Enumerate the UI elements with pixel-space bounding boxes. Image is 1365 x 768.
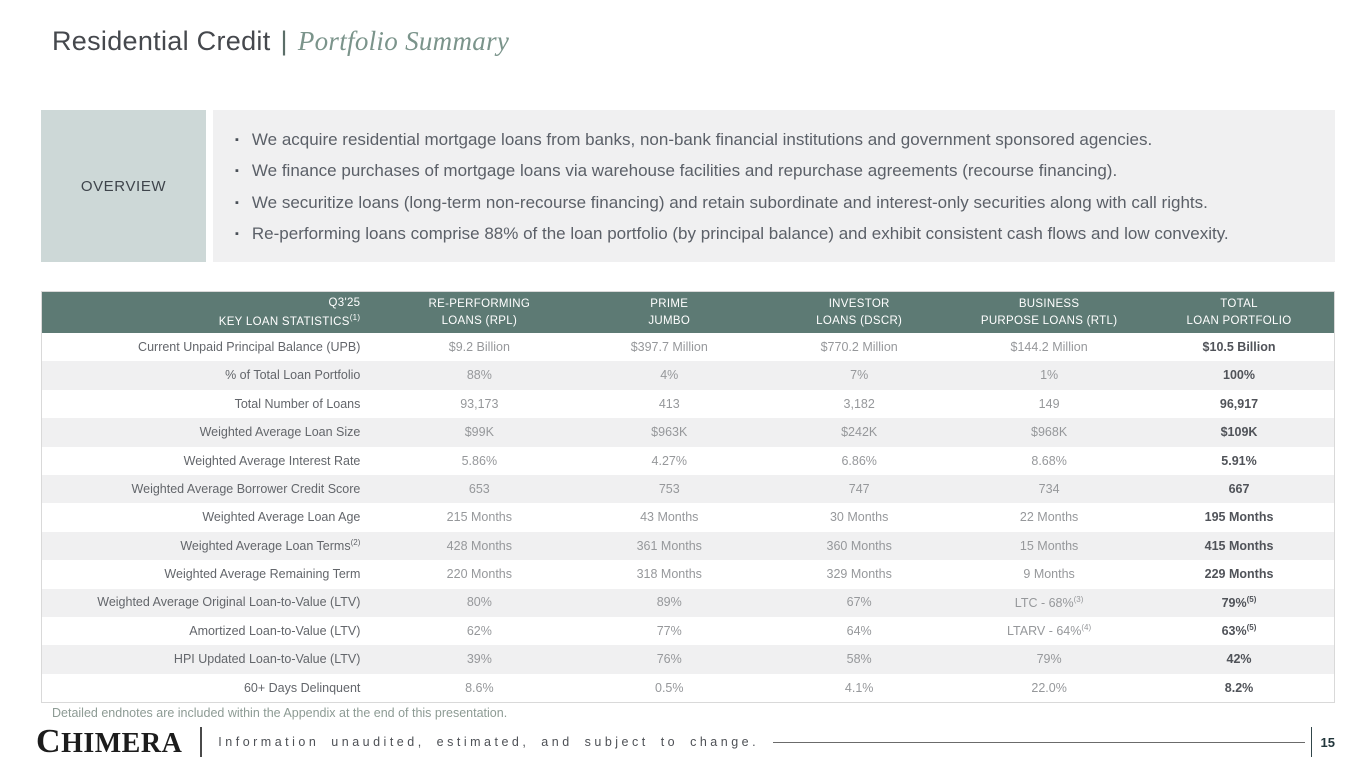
cell-value: 77% <box>656 623 682 638</box>
cell-value-total: $10.5 Billion <box>1202 339 1276 354</box>
cell-value: 653 <box>468 481 490 496</box>
cell-value: 79% <box>1036 652 1062 667</box>
row-label: Amortized Loan-to-Value (LTV) <box>189 623 361 638</box>
cell-value: $9.2 Billion <box>448 339 510 354</box>
endnotes-reference: Detailed endnotes are included within the Appendix at the end of this presentation. <box>52 706 508 720</box>
cell-value: 64% <box>846 623 872 638</box>
cell-value: 753 <box>658 481 680 496</box>
table-row <box>42 503 1334 531</box>
square-bullet-icon: ▪ <box>235 196 239 209</box>
key-loan-statistics-table <box>41 291 1335 703</box>
chimera-logo: CHIMERA <box>36 723 183 760</box>
cell-value: 149 <box>1038 396 1060 411</box>
cell-value: 15 Months <box>1019 538 1079 553</box>
square-bullet-icon: ▪ <box>235 133 239 146</box>
table-row <box>42 617 1334 645</box>
table-row <box>42 645 1334 673</box>
table-row <box>42 589 1334 617</box>
table-row <box>42 333 1334 361</box>
cell-value: 39% <box>466 652 492 667</box>
column-header-key-loan-statistics: Q3'25 KEY LOAN STATISTICS$^{(1)}$ <box>218 297 361 328</box>
column-header-investor-loans: INVESTOR LOANS (DSCR) <box>816 298 903 327</box>
cell-value: 62% <box>466 623 492 638</box>
title-separator: | <box>280 26 288 56</box>
cell-value: 8.6% <box>465 680 494 695</box>
cell-value-total: 79%$^{(5)}$ <box>1221 594 1257 611</box>
cell-value: 428 Months <box>446 538 512 553</box>
cell-value-total: 229 Months <box>1204 567 1274 582</box>
cell-value-total: 63%$^{(5)}$ <box>1221 623 1257 639</box>
square-bullet-icon: ▪ <box>235 165 239 178</box>
cell-value: $963K <box>651 425 688 440</box>
cell-value-total: 667 <box>1228 481 1250 496</box>
footer-divider <box>200 727 202 757</box>
cell-value: $968K <box>1031 425 1068 440</box>
overview-label: OVERVIEW <box>41 110 206 262</box>
cell-value: LTC - 68%$^{(3)}$ <box>1014 594 1084 611</box>
cell-value-total: 96,917 <box>1219 396 1259 411</box>
cell-value: 8.68% <box>1031 453 1067 468</box>
table-row <box>42 560 1334 588</box>
table-row <box>42 361 1334 389</box>
cell-value: 7% <box>850 368 869 383</box>
disclaimer-text: Information unaudited, estimated, and subject to change. <box>218 735 760 749</box>
list-item <box>235 193 1317 213</box>
overview-section <box>41 110 1335 262</box>
page-number: 15 <box>1320 734 1335 750</box>
list-item <box>235 161 1317 181</box>
bullet-text: Re-performing loans comprise 88% of the loan portfolio (by principal balance) and exhibit consistent cash flows and low convexity. <box>251 224 1229 244</box>
page-title-accent: Portfolio Summary <box>297 26 510 56</box>
row-label: Weighted Average Original Loan-to-Value (LTV) <box>97 595 361 610</box>
cell-value-total: 42% <box>1226 652 1252 667</box>
cell-value: 0.5% <box>655 680 684 695</box>
cell-value: $397.7 Million <box>630 339 708 354</box>
table-row <box>42 475 1334 503</box>
cell-value: 220 Months <box>446 567 512 582</box>
square-bullet-icon: ▪ <box>235 228 239 241</box>
cell-value-total: 5.91% <box>1221 453 1257 468</box>
column-header-reperforming-loans: RE-PERFORMING LOANS (RPL) <box>428 298 531 327</box>
footer <box>36 723 1335 761</box>
row-label: Total Number of Loans <box>234 396 361 411</box>
row-label: Current Unpaid Principal Balance (UPB) <box>138 339 361 354</box>
cell-value: 734 <box>1038 481 1060 496</box>
cell-value: 4% <box>660 368 679 383</box>
row-label: Weighted Average Interest Rate <box>183 453 361 468</box>
cell-value: 67% <box>846 595 872 610</box>
cell-value: 361 Months <box>636 538 702 553</box>
page-title <box>52 26 509 57</box>
table-body <box>42 333 1334 702</box>
cell-value: $242K <box>841 425 878 440</box>
row-label: Weighted Average Loan Terms$^{(2)}$ <box>180 538 361 554</box>
row-label: HPI Updated Loan-to-Value (LTV) <box>173 652 361 667</box>
bullet-text: We acquire residential mortgage loans from banks, non-bank financial institutions and government sponsored agencies. <box>251 129 1153 149</box>
cell-value: 22.0% <box>1031 680 1067 695</box>
cell-value: 89% <box>656 595 682 610</box>
cell-value-total: $109K <box>1220 425 1258 440</box>
table-header-row <box>42 292 1334 333</box>
cell-value: 4.27% <box>651 453 687 468</box>
table-row <box>42 532 1334 560</box>
cell-value: 76% <box>656 652 682 667</box>
row-label: Weighted Average Borrower Credit Score <box>131 481 361 496</box>
bullet-text: We securitize loans (long-term non-recourse financing) and retain subordinate and interest-only securities along with call rights. <box>251 192 1208 212</box>
cell-value: 4.1% <box>844 680 874 695</box>
cell-value: 88% <box>466 368 492 383</box>
cell-value: 43 Months <box>640 510 699 525</box>
list-item <box>235 130 1317 150</box>
page-number-tick <box>1311 727 1312 757</box>
cell-value: 22 Months <box>1019 510 1079 525</box>
cell-value: 3,182 <box>843 396 875 411</box>
table-row <box>42 418 1334 446</box>
cell-value: 360 Months <box>826 538 892 553</box>
overview-bullet-list <box>213 110 1335 262</box>
cell-value: 747 <box>848 481 870 496</box>
bullet-text: We finance purchases of mortgage loans via warehouse facilities and repurchase agreements (recourse financing). <box>251 161 1118 181</box>
cell-value: 9 Months <box>1023 567 1075 582</box>
row-label: 60+ Days Delinquent <box>243 680 361 695</box>
cell-value: $770.2 Million <box>820 339 898 354</box>
cell-value: $99K <box>464 425 494 440</box>
cell-value: 5.86% <box>461 453 498 468</box>
cell-value: 6.86% <box>841 453 877 468</box>
column-header-prime-jumbo: PRIME JUMBO <box>648 298 691 327</box>
row-label: Weighted Average Loan Size <box>199 425 361 440</box>
row-label: Weighted Average Loan Age <box>202 510 361 525</box>
cell-value: 58% <box>846 652 872 667</box>
cell-value-total: 195 Months <box>1204 510 1274 525</box>
table-row <box>42 447 1334 475</box>
cell-value: $144.2 Million <box>1010 339 1088 354</box>
cell-value: 80% <box>466 595 492 610</box>
cell-value: 1% <box>1040 368 1059 383</box>
table-row <box>42 390 1334 418</box>
cell-value-total: 8.2% <box>1224 680 1254 695</box>
cell-value-total: 100% <box>1223 368 1256 383</box>
table-row <box>42 674 1334 702</box>
page-title-main: Residential Credit <box>52 26 271 56</box>
cell-value: 413 <box>658 396 680 411</box>
row-label: % of Total Loan Portfolio <box>225 368 361 383</box>
cell-value: 318 Months <box>636 567 702 582</box>
list-item <box>235 224 1317 244</box>
footer-rule <box>773 742 1304 743</box>
column-header-business-purpose-loans: BUSINESS PURPOSE LOANS (RTL) <box>980 298 1118 327</box>
cell-value-total: 415 Months <box>1204 538 1274 553</box>
row-label: Weighted Average Remaining Term <box>164 567 361 582</box>
cell-value: 329 Months <box>826 567 892 582</box>
cell-value: 93,173 <box>460 396 499 411</box>
cell-value: 30 Months <box>829 510 889 525</box>
column-header-total-loan-portfolio: TOTAL LOAN PORTFOLIO <box>1186 298 1292 327</box>
cell-value: LTARV - 64%$^{(4)}$ <box>1007 623 1092 639</box>
cell-value: 215 Months <box>446 510 512 525</box>
